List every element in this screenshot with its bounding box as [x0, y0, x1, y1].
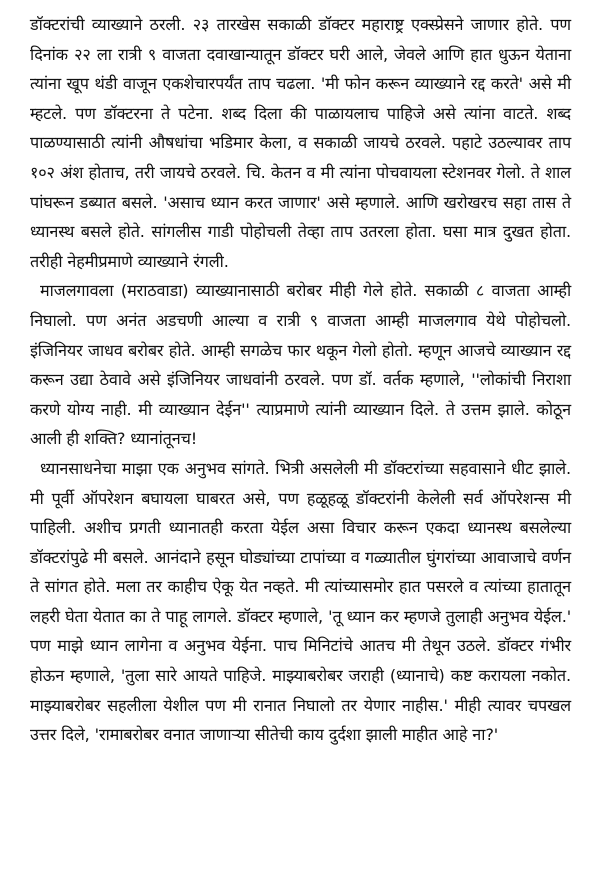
document-page — [30, 10, 571, 750]
paragraph-2: माजलगावला (मराठवाडा) व्याख्यानासाठी बरोबर मीही गेले होते. सकाळी ८ वाजता आम्ही निघालो. पण अनंत अडचणी आल्या व रात्री ९ वाजता आम्ही माजलगाव येथे पोहोचलो. इंजिनियर जाधव बरोबर होते. आम्ही सगळेच फार थकून गेलो होतो. म्हणून आजचे व्याख्यान रद्द करून उद्या ठेवावे असे इंजिनियर जाधवांनी ठरवले. पण डॉ. वर्तक म्हणाले, ''लोकांची निराशा करणे योग्य नाही. मी व्याख्यान देईन'' त्याप्रमाणे त्यांनी व्याख्यान दिले. ते उत्तम झाले. कोठून आली ही शक्ति? ध्यानांतूनच! — [30, 281, 571, 449]
paragraph-3: ध्यानसाधनेचा माझा एक अनुभव सांगते. भित्री असलेली मी डॉक्टरांच्या सहवासाने धीट झाले. मी पूर्वी ऑपरेशन बघायला घाबरत असे, पण हळूहळू डॉक्टरांनी केलेली सर्व ऑपरेशन्स मी पाहिली. अशीच प्रगती ध्यानातही करता येईल असा विचार करून एकदा ध्यानस्थ बसलेल्या डॉक्टरांपुढे मी बसले. आनंदाने हसून घोड्यांच्या टापांच्या व गळ्यातील घुंगरांच्या आवाजाचे वर्णन ते सांगत होते. मला तर काहीच ऐकू येत नव्हते. मी त्यांच्यासमोर हात पसरले व त्यांच्या हातातून लहरी घेता येतात का ते पाहू लागले. डॉक्टर म्हणाले, 'तू ध्यान कर म्हणजे तुलाही अनुभव येईल.' पण माझे ध्यान लागेना व अनुभव येईना. पाच मिनिटांचे आतच मी तेथून उठले. डॉक्टर गंभीर होऊन म्हणाले, 'तुला सारे आयते पाहिजे. माझ्याबरोबर जराही (ध्यानाचे) कष्ट करायला नकोत. माझ्याबरोबर सहलीला येशील पण मी रानात निघालो तर येणार नाहीस.' मीही त्यावर चपखल उत्तर दिले, 'रामाबरोबर वनात जाणाऱ्या सीतेची काय दुर्दशा झाली माहीत आहे ना?' — [30, 458, 571, 745]
paragraph-1: डॉक्टरांची व्याख्याने ठरली. २३ तारखेस सकाळी डॉक्टर महाराष्ट्र एक्स्प्रेसने जाणार होते. पण दिनांक २२ ला रात्री ९ वाजता दवाखान्यातून डॉक्टर घरी आले, जेवले आणि हात धुऊन येताना त्यांना खूप थंडी वाजून एकशेचारपर्यंत ताप चढला. 'मी फोन करून व्याख्याने रद्द करते' असे मी म्हटले. पण डॉक्टरना ते पटेना. शब्द दिला की पाळायलाच पाहिजे असे त्यांना वाटते. शब्द पाळण्यासाठी त्यांनी औषधांचा भडिमार केला, व सकाळी जायचे ठरवले. पहाटे उठल्यावर ताप १०२ अंश होताच, तरी जायचे ठरवले. चि. केतन व मी त्यांना पोचवायला स्टेशनवर गेलो. ते शाल पांघरून डब्यात बसले. 'असाच ध्यान करत जाणार' असे म्हणाले. आणि खरोखरच सहा तास ते ध्यानस्थ बसले होते. सांगलीस गाडी पोहोचली तेव्हा ताप उतरला होता. घसा मात्र दुखत होता. तरीही नेहमीप्रमाणे व्याख्याने रंगली. — [30, 15, 571, 271]
